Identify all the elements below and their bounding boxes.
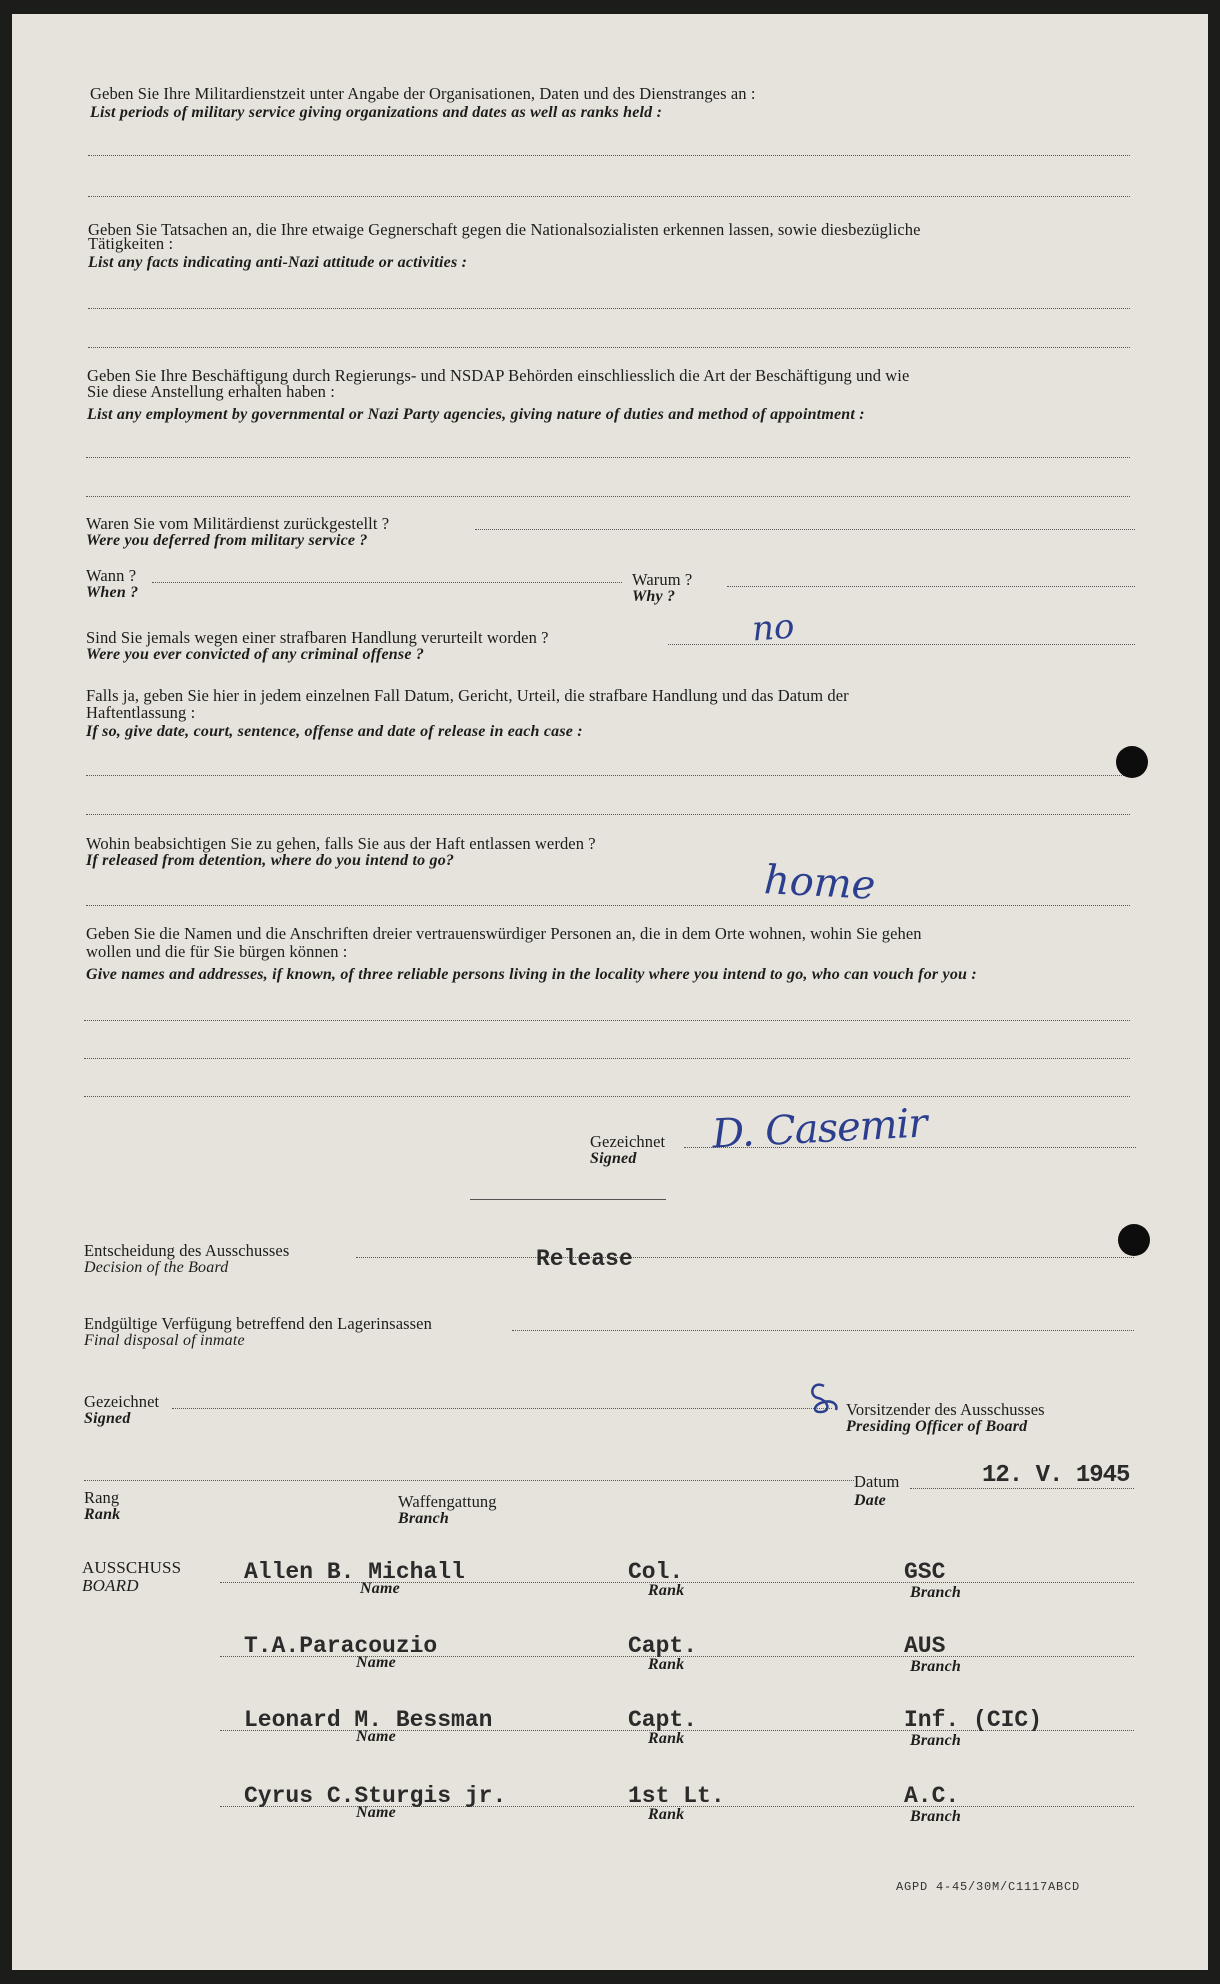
member-branch-caption: Branch [910,1584,961,1601]
when-label-de: Wann ? [86,566,137,585]
anti-nazi-line-2 [88,347,1130,348]
anti-nazi-label-de-2: Tätigkeiten : [88,234,174,253]
member-rank-caption: Rank [648,1656,685,1673]
member-rank: Capt. [628,1633,698,1659]
rank-branch-line [84,1480,854,1481]
references-label-de-1: Geben Sie die Namen und die Anschriften dreier vertrauenswürdiger Personen an, die in dem Orte wohnen, wohin Sie gehen [86,924,922,943]
applicant-signed-label-en: Signed [590,1150,637,1167]
form-code: AGPD 4-45/30M/C1117ABCD [896,1880,1081,1894]
member-branch: AUS [904,1633,946,1659]
member-name: T.A.Paracouzio [244,1633,438,1659]
why-label-de: Warum ? [632,570,693,589]
convicted-line [668,644,1135,645]
member-name-caption: Name [356,1804,396,1821]
date-label-en: Date [854,1492,886,1509]
member-rank-caption: Rank [648,1806,685,1823]
initials-mark-icon [802,1378,842,1418]
member-branch: A.C. [904,1783,960,1809]
member-branch: Inf. (CIC) [904,1707,1043,1733]
deferred-label-de: Waren Sie vom Militärdienst zurückgestellt ? [86,514,390,533]
references-label-de-2: wollen und die für Sie bürgen können : [86,942,348,961]
rank-label-en: Rank [84,1506,121,1523]
member-rank: 1st Lt. [628,1783,725,1809]
conviction-details-label-de-2: Haftentlassung : [86,703,196,722]
member-name: Allen B. Michall [244,1559,465,1585]
applicant-signature: D. Casemir [710,1100,928,1158]
presiding-officer-label-de: Vorsitzender des Ausschusses [846,1400,1045,1419]
member-rank-caption: Rank [648,1730,685,1747]
anti-nazi-label-en: List any facts indicating anti-Nazi attitude or activities : [88,254,468,271]
conviction-details-line-2 [86,814,1130,815]
anti-nazi-line-1 [88,308,1130,309]
board-label-en: BOARD [82,1576,139,1595]
destination-answer: home [762,857,877,909]
rank-label-de: Rang [84,1488,120,1507]
military-service-line-2 [88,196,1130,197]
member-name-caption: Name [360,1580,400,1597]
employment-label-de-1: Geben Sie Ihre Beschäftigung durch Regierungs- und NSDAP Behörden einschliesslich die Art der Beschäftigung und wie [87,366,910,385]
why-label-en: Why ? [632,588,676,605]
date-value: 12. V. 1945 [982,1462,1130,1489]
board-signed-label-en: Signed [84,1410,131,1427]
employment-label-de-2: Sie diese Anstellung erhalten haben : [87,382,335,401]
member-branch-caption: Branch [910,1808,961,1825]
deferred-line [475,529,1135,530]
destination-label-de: Wohin beabsichtigen Sie zu gehen, falls Sie aus der Haft entlassen werden ? [86,834,596,853]
member-branch-caption: Branch [910,1732,961,1749]
punch-hole-lower [1118,1224,1150,1256]
employment-label-en: List any employment by governmental or Nazi Party agencies, giving nature of duties and method of appointment : [87,406,865,423]
why-line [727,586,1135,587]
conviction-details-line-1 [86,775,1130,776]
member-rank-caption: Rank [648,1582,685,1599]
final-disposal-line [512,1330,1134,1331]
form-page [12,14,1208,1970]
punch-hole-upper [1116,746,1148,778]
separator-rule [470,1199,666,1200]
convicted-label-en: Were you ever convicted of any criminal offense ? [86,646,425,663]
deferred-label-en: Were you deferred from military service ? [86,532,368,549]
board-signed-label-de: Gezeichnet [84,1392,160,1411]
member-name-caption: Name [356,1728,396,1745]
board-label-de: AUSSCHUSS [82,1558,182,1577]
military-service-label-en: List periods of military service giving organizations and dates as well as ranks held : [90,104,663,121]
conviction-details-label-de-1: Falls ja, geben Sie hier in jedem einzelnen Fall Datum, Gericht, Urteil, die strafbare Handlung und das Datum der [86,686,849,705]
decision-label-de: Entscheidung des Ausschusses [84,1241,290,1260]
member-name: Leonard M. Bessman [244,1707,493,1733]
final-disposal-label-de: Endgültige Verfügung betreffend den Lagerinsassen [84,1314,432,1333]
destination-label-en: If released from detention, where do you intend to go? [86,852,455,869]
board-signature-mark [802,1378,842,1427]
destination-line [86,905,1130,906]
member-name: Cyrus C.Sturgis jr. [244,1783,507,1809]
when-line [152,582,622,583]
convicted-label-de: Sind Sie jemals wegen einer strafbaren Handlung verurteilt worden ? [86,628,549,647]
anti-nazi-label-de-1: Geben Sie Tatsachen an, die Ihre etwaige Gegnerschaft gegen die Nationalsozialisten erkennen lassen, sowie diesbezügliche [88,220,921,239]
decision-value: Release [536,1246,633,1272]
branch-label-de: Waffengattung [398,1492,497,1511]
references-line-1 [84,1020,1130,1021]
member-branch-caption: Branch [910,1658,961,1675]
decision-line [356,1257,1134,1258]
applicant-signed-label-de: Gezeichnet [590,1132,666,1151]
member-name-caption: Name [356,1654,396,1671]
member-branch: GSC [904,1559,946,1585]
references-line-2 [84,1058,1130,1059]
military-service-label-de: Geben Sie Ihre Militardienstzeit unter Angabe der Organisationen, Daten und des Dienstranges an : [90,84,756,103]
member-rank: Col. [628,1559,684,1585]
board-signature-line [172,1408,832,1409]
references-label-en: Give names and addresses, if known, of three reliable persons living in the locality where you intend to go, who can vouch for you : [86,966,977,983]
employment-line-2 [86,496,1130,497]
references-line-3 [84,1096,1130,1097]
employment-line-1 [86,457,1130,458]
presiding-officer-label-en: Presiding Officer of Board [846,1418,1028,1435]
when-label-en: When ? [86,584,139,601]
conviction-details-label-en: If so, give date, court, sentence, offense and date of release in each case : [86,723,583,740]
date-label-de: Datum [854,1472,900,1491]
member-rank: Capt. [628,1707,698,1733]
final-disposal-label-en: Final disposal of inmate [84,1332,245,1349]
military-service-line-1 [88,155,1130,156]
decision-label-en: Decision of the Board [84,1259,229,1276]
convicted-answer: no [750,606,796,650]
branch-label-en: Branch [398,1510,449,1527]
